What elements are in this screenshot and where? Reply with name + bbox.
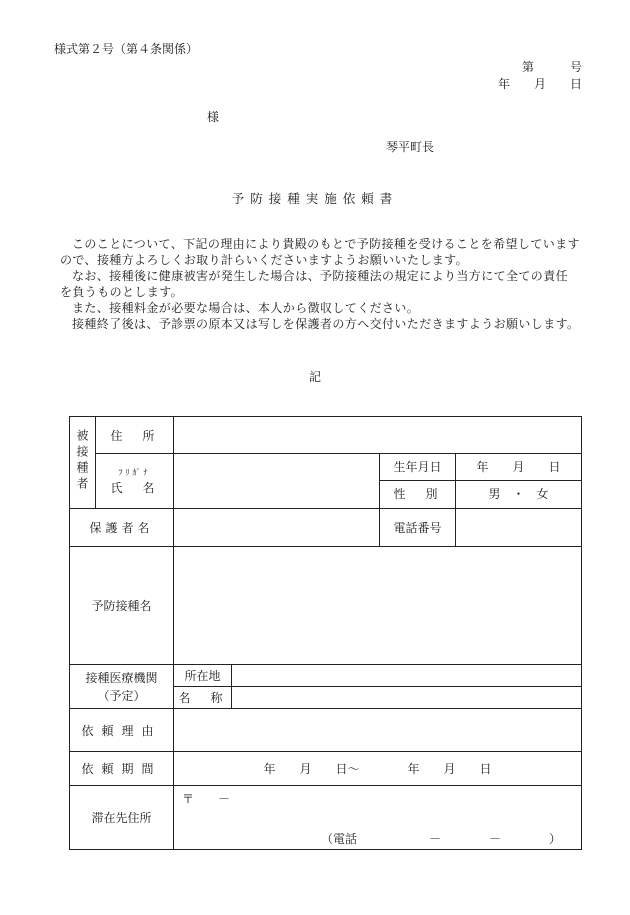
stay-address-label: 滞在先住所: [70, 786, 174, 850]
guardian-field[interactable]: [174, 509, 380, 547]
reason-label: 依頼理由: [70, 709, 174, 752]
body-paragraph: このことについて、下記の理由により貴殿のもとで予防接種を受けることを希望していますので、接種方よろしくお取り計らいくださいますようお願いいたします。: [60, 237, 580, 267]
body-paragraph: なお、接種後に健康被害が発生した場合は、予防接種法の規定により当方にて全ての責任を負うものとします。: [60, 269, 569, 299]
stay-phone: （電話 － － ）: [320, 832, 561, 846]
form-number: 様式第２号（第４条関係）: [54, 42, 199, 56]
stay-address-field[interactable]: [174, 786, 582, 850]
location-label: 所在地: [174, 665, 232, 687]
sender: 琴平町長: [386, 140, 435, 154]
period-field[interactable]: 年 月 日～ 年 月 日: [174, 752, 582, 786]
birth-sex-values: [456, 454, 582, 509]
vaccine-label: 予防接種名: [70, 547, 174, 665]
document-date-line: 年 月 日: [497, 77, 582, 91]
birth-sex-labels: [380, 454, 456, 509]
guardian-label: 保護者名: [70, 509, 174, 547]
body-text: [60, 236, 580, 332]
period-label: 依頼期間: [70, 752, 174, 786]
birthdate-label: 生年月日: [380, 454, 455, 481]
phone-field[interactable]: [456, 509, 582, 547]
institution-name-field[interactable]: [232, 687, 582, 709]
furigana-label: ﾌﾘｶﾞﾅ: [118, 467, 151, 477]
address-field[interactable]: [174, 417, 582, 454]
sex-field[interactable]: 男 ・ 女: [488, 487, 549, 501]
postal-mark: 〒 －: [182, 792, 231, 806]
ki-heading: 記: [308, 370, 321, 384]
birthdate-field[interactable]: 年 月 日: [456, 454, 581, 481]
location-field[interactable]: [232, 665, 582, 687]
institution-label: 接種医療機関 （予定）: [70, 665, 174, 709]
address-label: 住 所: [96, 417, 174, 454]
document-title: 予防接種実施依頼書: [231, 191, 399, 206]
name-label: 氏 名: [110, 480, 159, 495]
addressee: 様: [207, 110, 220, 124]
institution-name-label: 名 称: [174, 687, 232, 709]
reason-field[interactable]: [174, 709, 582, 752]
name-field[interactable]: [174, 454, 380, 509]
body-paragraph: また、接種料金が必要な場合は、本人から徴収してください。: [72, 301, 420, 315]
patient-group-label: 被接種者: [70, 417, 96, 509]
name-label-cell: [96, 454, 174, 509]
vaccine-field[interactable]: [174, 547, 582, 665]
phone-label: 電話番号: [380, 509, 456, 547]
body-paragraph: 接種終了後は、予診票の原本又は写しを保護者の方へ交付いただきますようお願いします。: [72, 317, 580, 331]
request-form-table: [69, 416, 582, 850]
document-number-line: 第 号: [521, 60, 582, 74]
sex-label: 性 別: [393, 487, 442, 501]
